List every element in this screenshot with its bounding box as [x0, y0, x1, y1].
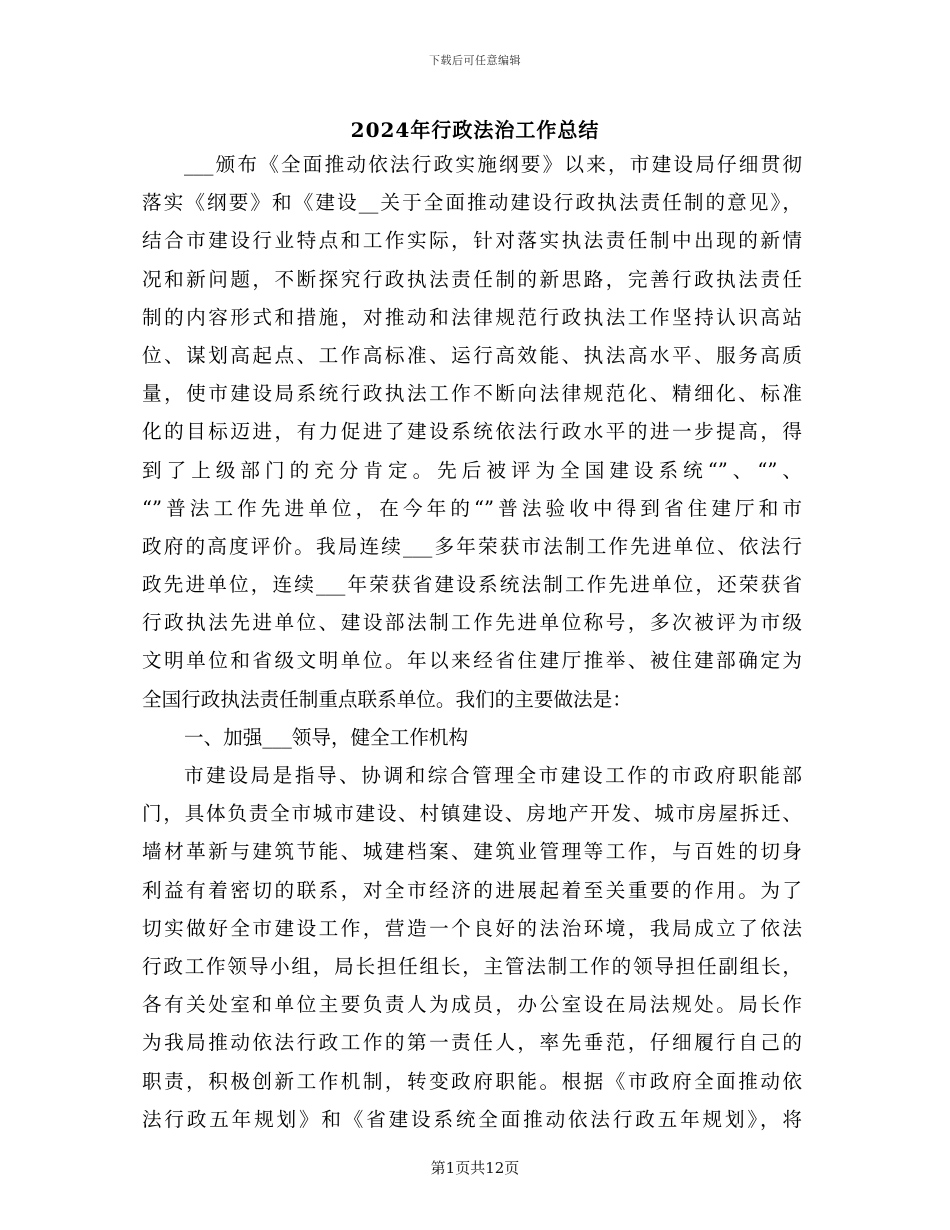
body-line: 切实做好全市建设工作，营造一个良好的法治环境，我局成立了依法	[142, 916, 802, 940]
body-line: 各有关处室和单位主要负责人为成员，办公室设在局法规处。局长作	[142, 993, 802, 1017]
document-title: 2024年行政法治工作总结	[350, 118, 600, 142]
body-line: 结合市建设行业特点和工作实际，针对落实执法责任制中出现的新情	[142, 229, 802, 253]
body-line: “”普法工作先进单位，在今年的“”普法验收中得到省住建厅和市	[142, 496, 802, 520]
body-line: 化的目标迈进，有力促进了建设系统依法行政水平的进一步提高，得	[142, 420, 802, 444]
body-line: 政先进单位，连续___年荣获省建设系统法制工作先进单位，还荣获省	[142, 573, 802, 597]
body-line: 墙材革新与建筑节能、城建档案、建筑业管理等工作，与百姓的切身	[142, 840, 802, 864]
body-line: ___颁布《全面推动依法行政实施纲要》以来，市建设局仔细贯彻	[184, 153, 802, 176]
body-line: 为我局推动依法行政工作的第一责任人，率先垂范，仔细履行自己的	[142, 1031, 802, 1055]
body-line: 制的内容形式和措施，对推动和法律规范行政执法工作坚持认识高站	[142, 305, 802, 329]
body-line: 况和新问题，不断探究行政执法责任制的新思路，完善行政执法责任	[142, 267, 802, 291]
document-body	[142, 146, 802, 1139]
body-line: 政府的高度评价。我局连续___多年荣获市法制工作先进单位、依法行	[142, 534, 802, 558]
body-line: 利益有着密切的联系，对全市经济的进展起着至关重要的作用。为了	[142, 878, 802, 902]
body-line: 行政工作领导小组，局长担任组长，主管法制工作的领导担任副组长，	[142, 954, 802, 978]
header-note: 下载后可任意编辑	[429, 54, 521, 67]
body-line: 市建设局是指导、协调和综合管理全市建设工作的市政府职能部	[184, 764, 802, 787]
body-line: 量，使市建设局系统行政执法工作不断向法律规范化、精细化、标准	[142, 382, 802, 406]
body-line: 落实《纲要》和《建设__关于全面推动建设行政执法责任制的意见》，	[142, 191, 802, 215]
body-line: 行政执法先进单位、建设部法制工作先进单位称号，多次被评为市级	[142, 611, 802, 635]
body-line: 文明单位和省级文明单位。年以来经省住建厅推举、被住建部确定为	[142, 649, 802, 673]
body-line: 到了上级部门的充分肯定。先后被评为全国建设系统“”、“”、	[142, 458, 802, 482]
body-line: 门，具体负责全市城市建设、村镇建设、房地产开发、城市房屋拆迁、	[142, 802, 802, 826]
page-footer: 第1页共12页	[430, 1159, 520, 1177]
body-line: 法行政五年规划》和《省建设系统全面推动依法行政五年规划》，将	[142, 1107, 802, 1131]
section-heading: 一、加强___领导，健全工作机构	[184, 725, 469, 749]
body-line: 全国行政执法责任制重点联系单位。我们的主要做法是：	[142, 687, 632, 711]
body-line: 位、谋划高起点、工作高标准、运行高效能、执法高水平、服务高质	[142, 343, 802, 367]
body-line: 职责，积极创新工作机制，转变政府职能。根据《市政府全面推动依	[142, 1069, 802, 1093]
